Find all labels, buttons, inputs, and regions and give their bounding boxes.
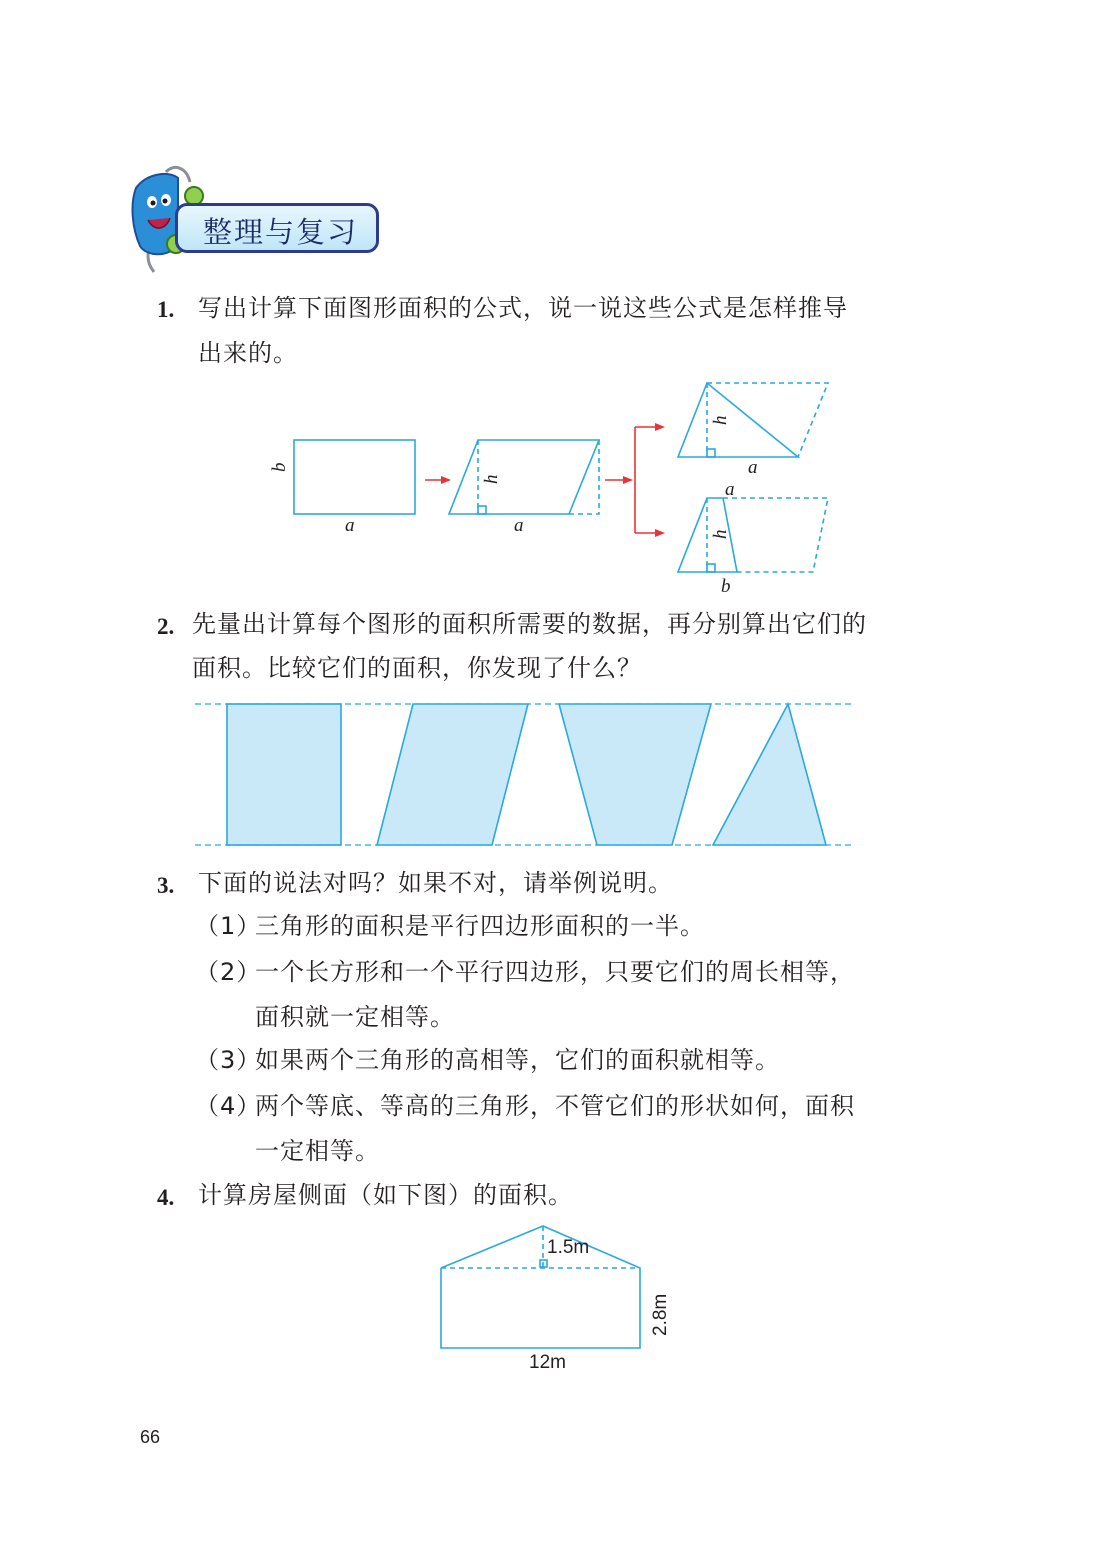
q2-triangle — [713, 704, 826, 845]
q1-number: 1. — [157, 297, 175, 322]
q1-label-h-trap: h — [710, 529, 731, 539]
q4-text-line1: 计算房屋侧面（如下图）的面积。 — [198, 1181, 573, 1209]
q1-text-line2: 出来的。 — [198, 339, 298, 367]
q1-label-a-para: a — [514, 515, 524, 536]
q3-number: 3. — [157, 873, 175, 898]
q2-parallelogram — [377, 704, 528, 845]
q2-shapes-diagram — [195, 700, 860, 850]
q3-item1-label: （1） — [195, 912, 262, 940]
q2-text-line1: 先量出计算每个图形的面积所需要的数据，再分别算出它们的 — [192, 610, 867, 638]
q2-trapezoid — [559, 704, 711, 845]
q1-label-a-trap: a — [725, 479, 735, 500]
q4-number: 4. — [157, 1185, 175, 1210]
q4-label-roof-height: 1.5m — [547, 1237, 590, 1258]
q1-label-b: b — [269, 462, 290, 472]
q4-label-width: 12m — [529, 1352, 566, 1373]
q2-number: 2. — [157, 614, 175, 639]
q4-house-outline — [441, 1226, 640, 1348]
q3-item2-text-line1: 一个长方形和一个平行四边形，只要它们的周长相等， — [255, 958, 855, 986]
q1-label-b-trap: b — [721, 576, 731, 597]
section-title: 整理与复习 — [203, 215, 359, 249]
q3-item2-label: （2） — [195, 958, 262, 986]
q3-item4-text-line1: 两个等底、等高的三角形，不管它们的形状如何，面积 — [255, 1092, 855, 1120]
q1-label-a-rect: a — [345, 515, 355, 536]
q2-rectangle — [227, 704, 341, 845]
q3-item4-label: （4） — [195, 1092, 262, 1120]
q3-item1-text: 三角形的面积是平行四边形面积的一半。 — [255, 912, 705, 940]
q1-label-h-tri: h — [710, 415, 731, 425]
q4-house-diagram — [430, 1220, 680, 1380]
q1-triangle — [678, 383, 798, 457]
q3-item3-label: （3） — [195, 1046, 262, 1074]
q1-parallelogram — [449, 440, 599, 514]
q1-derivation-diagram — [265, 375, 845, 600]
q2-text-line2: 面积。比较它们的面积，你发现了什么？ — [192, 654, 642, 682]
q1-label-a-tri: a — [748, 457, 758, 478]
q1-rectangle — [294, 440, 415, 514]
q3-item2-text-line2: 面积就一定相等。 — [255, 1003, 455, 1031]
q3-item3-text: 如果两个三角形的高相等，它们的面积就相等。 — [255, 1046, 780, 1074]
page-number: 66 — [140, 1427, 161, 1447]
q1-text-line1: 写出计算下面图形面积的公式，说一说这些公式是怎样推导 — [198, 294, 848, 322]
q1-label-h-para: h — [481, 474, 502, 484]
q4-label-wall-height: 2.8m — [650, 1293, 671, 1336]
q3-text-line1: 下面的说法对吗？如果不对，请举例说明。 — [198, 869, 673, 897]
q3-item4-text-line2: 一定相等。 — [255, 1137, 380, 1165]
